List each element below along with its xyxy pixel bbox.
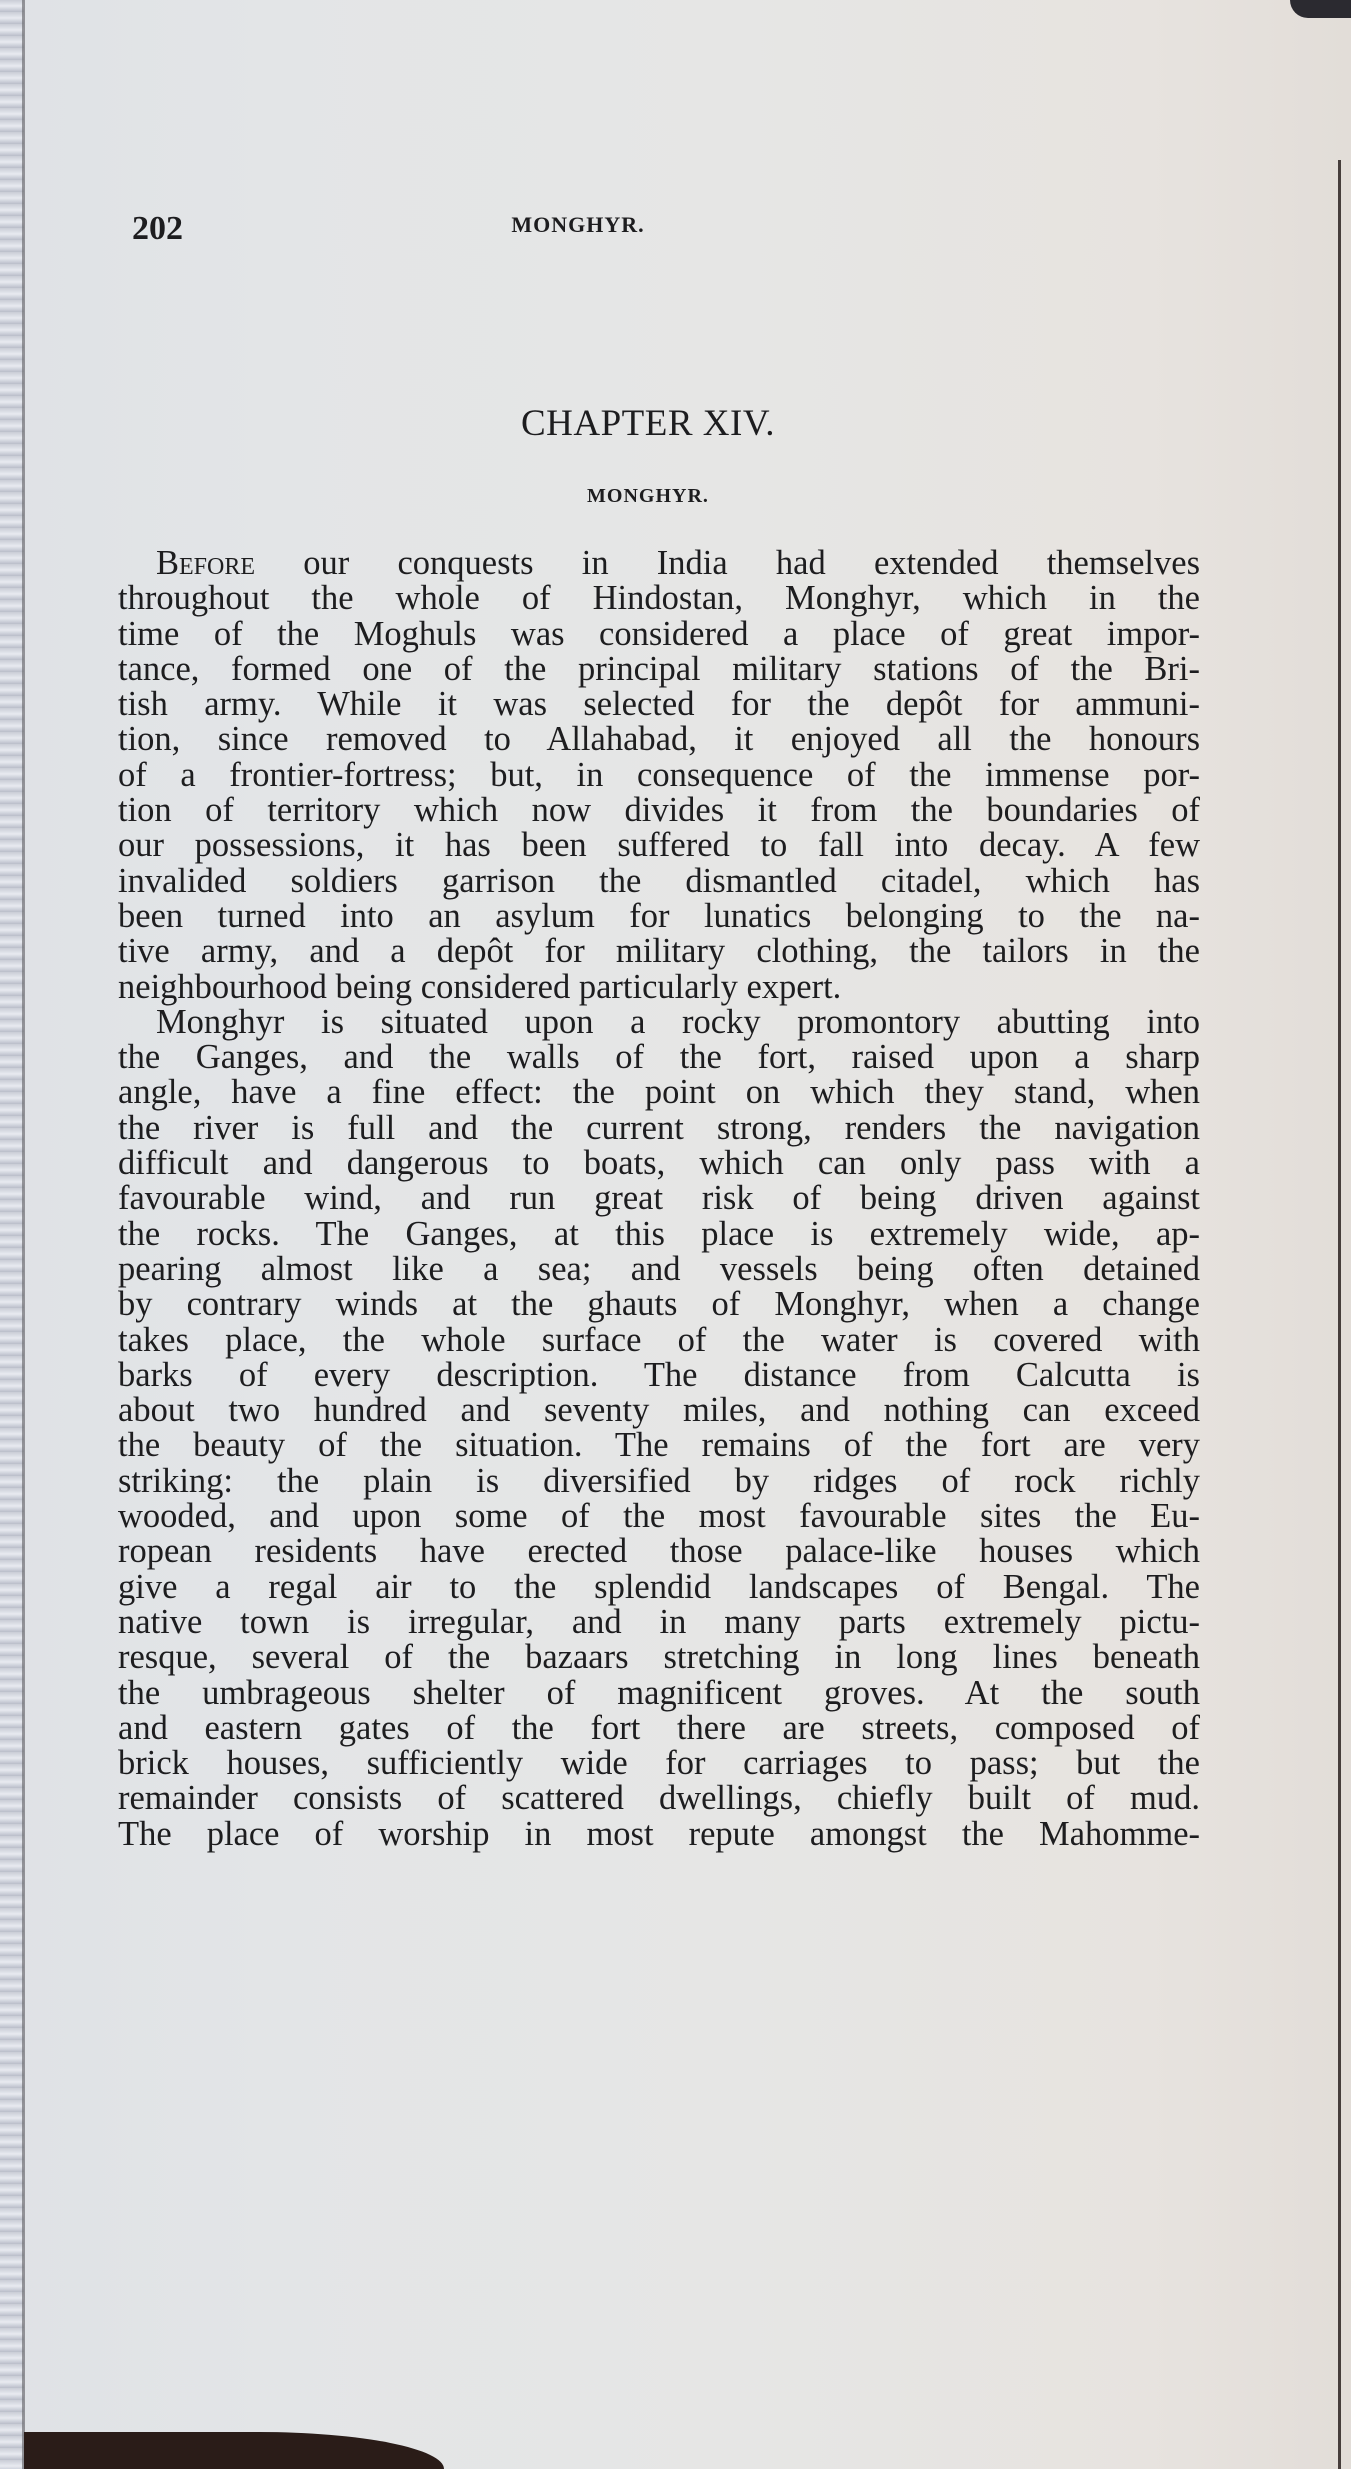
text-line: about two hundred and seventy miles, and nothing can exceed xyxy=(118,1391,1200,1430)
text-line: the river is full and the current strong, renders the navigation xyxy=(118,1108,1200,1147)
text-line: and eastern gates of the fort there are streets, composed of xyxy=(118,1708,1200,1747)
chapter-title: CHAPTER XIV. xyxy=(520,403,776,444)
text-line: The place of worship in most repute amongst the Mahomme- xyxy=(118,1814,1200,1853)
text-line: the rocks. The Ganges, at this place is extremely wide, ap- xyxy=(118,1214,1200,1253)
text-line: tion, since removed to Allahabad, it enjoyed all the honours xyxy=(118,720,1200,759)
text-line: tance, formed one of the principal military stations of the Bri- xyxy=(118,649,1200,688)
page-number: 202 xyxy=(132,210,183,247)
page-content xyxy=(118,200,1198,1852)
text-line: favourable wind, and run great risk of being driven against xyxy=(118,1179,1200,1218)
text-line: pearing almost like a sea; and vessels being often detained xyxy=(118,1249,1200,1288)
body-text xyxy=(118,546,1200,1852)
text-line: takes place, the whole surface of the water is covered with xyxy=(118,1320,1200,1359)
text-line: ropean residents have erected those palace-like houses which xyxy=(118,1532,1200,1571)
bottom-shadow xyxy=(24,2432,444,2469)
text-line: throughout the whole of Hindostan, Monghyr, which in the xyxy=(118,579,1200,618)
text-line: tive army, and a depôt for military clothing, the tailors in the xyxy=(118,932,1200,971)
book-binding-edge xyxy=(0,0,24,2469)
text-line: remainder consists of scattered dwellings, chiefly built of mud. xyxy=(118,1779,1200,1818)
text-line: native town is irregular, and in many parts extremely pictu- xyxy=(118,1602,1200,1641)
paragraph-2 xyxy=(118,1002,1200,1853)
text-line: barks of every description. The distance from Calcutta is xyxy=(118,1355,1200,1394)
text-line: time of the Moghuls was considered a place of great impor- xyxy=(118,614,1200,653)
text-line: Monghyr is situated upon a rocky promontory abutting into xyxy=(156,1002,1200,1041)
text-line: wooded, and upon some of the most favourable sites the Eu- xyxy=(118,1497,1200,1536)
text-line: the Ganges, and the walls of the fort, raised upon a sharp xyxy=(118,1038,1200,1077)
text-line: the umbrageous shelter of magnificent groves. At the south xyxy=(118,1673,1200,1712)
lead-word: Before xyxy=(156,544,256,582)
text-line: of a frontier-fortress; but, in consequence of the immense por- xyxy=(118,755,1200,794)
text-line: angle, have a fine effect: the point on which they stand, when xyxy=(118,1073,1200,1112)
text-line: invalided soldiers garrison the dismantled citadel, which has xyxy=(118,861,1200,900)
page-left-edge-line xyxy=(22,0,25,2469)
text-line: Before our conquests in India had extended themselves xyxy=(156,544,1200,582)
text-line: neighbourhood being considered particularly expert. xyxy=(118,967,842,1006)
page-right-edge-line xyxy=(1338,160,1341,2469)
text-line: tish army. While it was selected for the depôt for ammuni- xyxy=(118,685,1200,724)
text-line: by contrary winds at the ghauts of Monghyr, when a change xyxy=(118,1285,1200,1324)
text-line: striking: the plain is diversified by ridges of rock richly xyxy=(118,1461,1200,1500)
text-line: difficult and dangerous to boats, which can only pass with a xyxy=(118,1144,1200,1183)
background-corner xyxy=(1290,0,1351,18)
text-line: resque, several of the bazaars stretching in long lines beneath xyxy=(118,1638,1200,1677)
chapter-subtitle: MONGHYR. xyxy=(587,485,709,507)
running-head xyxy=(118,200,1198,260)
text-line: our possessions, it has been suffered to fall into decay. A few xyxy=(118,826,1200,865)
text-line: brick houses, sufficiently wide for carriages to pass; but the xyxy=(118,1744,1200,1783)
text-line: the beauty of the situation. The remains of the fort are very xyxy=(118,1426,1200,1465)
paragraph-1 xyxy=(118,546,1200,1005)
text-line: give a regal air to the splendid landscapes of Bengal. The xyxy=(118,1567,1200,1606)
running-title: MONGHYR. xyxy=(511,212,645,237)
text-line: tion of territory which now divides it from the boundaries of xyxy=(118,791,1200,830)
text-line: been turned into an asylum for lunatics belonging to the na- xyxy=(118,896,1200,935)
